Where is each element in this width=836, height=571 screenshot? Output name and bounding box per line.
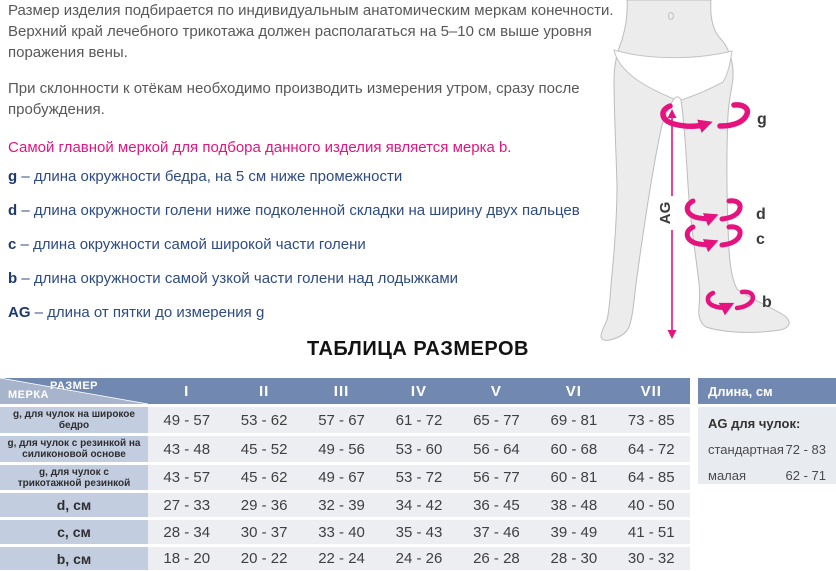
table-cell: 30 - 37 — [225, 520, 302, 544]
length-option-name: малая — [708, 468, 747, 483]
diagram-label-ag: AG — [657, 201, 674, 225]
ag-arrow-up-icon — [668, 109, 677, 118]
measurement-key-c: c — [8, 236, 17, 253]
measurement-desc-g: – длина окружности бедра, на 5 см ниже промежности — [21, 168, 403, 185]
diagram-label-b: b — [762, 294, 772, 311]
table-cell: 57 - 67 — [303, 407, 380, 433]
size-table-title: ТАБЛИЦА РАЗМЕРОВ — [307, 338, 529, 360]
table-cell: 49 - 56 — [303, 436, 380, 462]
table-cell: 53 - 72 — [380, 465, 457, 490]
table-cell: 20 - 22 — [225, 547, 302, 570]
measurement-item-b — [8, 268, 648, 289]
table-cell: 49 - 67 — [303, 465, 380, 490]
row-label: c, см — [0, 520, 148, 544]
size-table — [0, 378, 690, 571]
table-cell: 41 - 51 — [613, 520, 690, 544]
intro-text-block — [8, 0, 636, 173]
length-panel — [698, 378, 836, 484]
measurement-key-d: d — [8, 202, 18, 219]
table-cell: 56 - 64 — [458, 436, 535, 462]
table-cell: 39 - 49 — [535, 520, 612, 544]
row-label: d, см — [0, 493, 148, 517]
table-cell: 64 - 72 — [613, 436, 690, 462]
diagram-label-d: d — [756, 206, 766, 223]
table-cell: 53 - 60 — [380, 436, 457, 462]
column-header-2: II — [225, 378, 302, 404]
column-header-5: V — [458, 378, 535, 404]
table-cell: 69 - 81 — [535, 407, 612, 433]
table-cell: 40 - 50 — [613, 493, 690, 517]
table-cell: 56 - 77 — [458, 465, 535, 490]
intro-paragraph-2: При склонности к отёкам необходимо производить измерения утром, сразу после пробуждения. — [8, 80, 580, 118]
measurement-desc-b: – длина окружности самой узкой части голени над лодыжками — [21, 270, 459, 287]
table-cell: 24 - 26 — [380, 547, 457, 570]
length-option-range: 62 - 71 — [785, 468, 826, 483]
measurement-desc-c: – длина окружности самой широкой части голени — [20, 236, 366, 253]
column-header-7: VII — [613, 378, 690, 404]
column-header-3: III — [303, 378, 380, 404]
table-cell: 61 - 72 — [380, 407, 457, 433]
legs-measurement-diagram — [600, 0, 836, 345]
length-option-name: стандартная — [708, 442, 784, 457]
length-option-small — [708, 468, 826, 483]
corner-measure-label: МЕРКА — [8, 389, 49, 401]
measurement-item-g — [8, 166, 648, 187]
table-cell: 38 - 48 — [535, 493, 612, 517]
table-cell: 43 - 48 — [148, 436, 225, 462]
intro-paragraph-1: Размер изделия подбирается по индивидуальным анатомическим меркам конечности. Верхний край лечебного трикотажа должен располагаться на 5–10 см выше уровня поражения вены. — [8, 2, 614, 61]
column-header-4: IV — [380, 378, 457, 404]
measurement-key-b: b — [8, 270, 18, 287]
measurement-item-d — [8, 200, 648, 221]
table-cell: 65 - 77 — [458, 407, 535, 433]
measurement-key-ag: AG — [8, 304, 31, 321]
table-cell: 73 - 85 — [613, 407, 690, 433]
table-cell: 45 - 62 — [225, 465, 302, 490]
table-cell: 26 - 28 — [458, 547, 535, 570]
table-cell: 35 - 43 — [380, 520, 457, 544]
corner-size-label: РАЗМЕР — [49, 380, 99, 392]
measurement-desc-d: – длина окружности голени ниже подколенной складки на ширину двух пальцев — [21, 202, 580, 219]
table-cell: 18 - 20 — [148, 547, 225, 570]
row-label: g, для чулок с трикотажной резинкой — [0, 465, 148, 490]
table-cell: 33 - 40 — [303, 520, 380, 544]
table-cell: 53 - 62 — [225, 407, 302, 433]
table-cell: 45 - 52 — [225, 436, 302, 462]
table-cell: 64 - 85 — [613, 465, 690, 490]
measurement-key-g: g — [8, 168, 18, 185]
table-cell: 32 - 39 — [303, 493, 380, 517]
intro-highlight-note: Самой главной меркой для подбора данного изделия является мерка b. — [8, 139, 512, 156]
length-panel-header: Длина, см — [698, 378, 836, 404]
table-cell: 37 - 46 — [458, 520, 535, 544]
table-cell: 60 - 68 — [535, 436, 612, 462]
table-cell: 22 - 24 — [303, 547, 380, 570]
length-panel-subtitle: AG для чулок: — [708, 416, 801, 431]
body-silhouette — [601, 0, 789, 340]
table-cell: 28 - 34 — [148, 520, 225, 544]
column-header-6: VI — [535, 378, 612, 404]
measurement-desc-ag: – длина от пятки до измерения g — [34, 304, 265, 321]
table-cell: 28 - 30 — [535, 547, 612, 570]
measurement-item-c — [8, 234, 648, 255]
table-cell: 27 - 33 — [148, 493, 225, 517]
table-cell: 49 - 57 — [148, 407, 225, 433]
diagram-label-g: g — [757, 111, 767, 128]
column-header-1: I — [148, 378, 225, 404]
length-panel-body — [698, 407, 836, 484]
table-cell: 60 - 81 — [535, 465, 612, 490]
table-cell: 43 - 57 — [148, 465, 225, 490]
table-cell: 34 - 42 — [380, 493, 457, 517]
measurement-definitions-list — [8, 166, 648, 336]
diagram-label-c: c — [756, 231, 765, 248]
table-cell: 36 - 45 — [458, 493, 535, 517]
length-option-standard — [708, 442, 826, 457]
table-cell: 29 - 36 — [225, 493, 302, 517]
table-cell: 30 - 32 — [613, 547, 690, 570]
row-label: g, для чулок на широкое бедро — [0, 407, 148, 433]
measurement-item-ag — [8, 302, 648, 323]
row-label: b, см — [0, 547, 148, 570]
table-corner-cell — [0, 378, 148, 404]
row-label: g, для чулок с резинкой на силиконовой основе — [0, 436, 148, 462]
length-option-range: 72 - 83 — [785, 442, 826, 457]
